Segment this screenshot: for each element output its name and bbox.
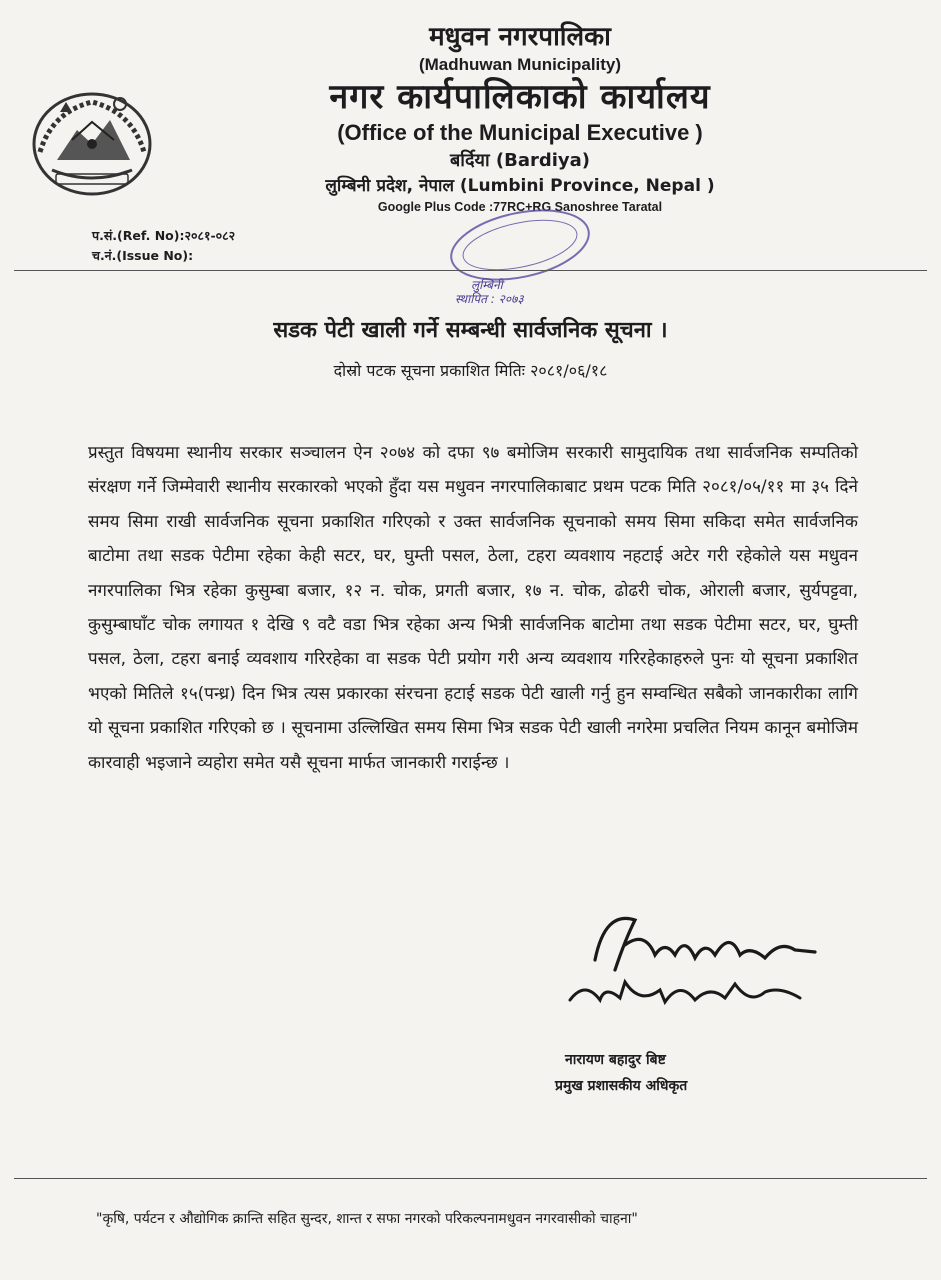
established-line-2: स्थापित : २०७३ (455, 292, 524, 306)
nepal-emblem-icon (22, 82, 162, 200)
municipality-name-en: (Madhuwan Municipality) (418, 55, 622, 74)
notice-subtitle: दोस्रो पटक सूचना प्रकाशित मितिः २०८१/०६/१८ (333, 361, 608, 380)
province-line: लुम्बिनी प्रदेश, नेपाल (Lumbini Province, Nepal ) (325, 176, 715, 196)
footer-divider (14, 1178, 927, 1179)
handwritten-signature (565, 900, 845, 1020)
notice-title: सडक पेटी खाली गर्ने सम्बन्धी सार्वजनिक सूचना । (273, 318, 668, 343)
plus-code-line: Google Plus Code :77RC+RG Sanoshree Taratal (377, 200, 663, 214)
signatory-title: प्रमुख प्रशासकीय अधिकृत (555, 1078, 688, 1094)
office-name-en: (Office of the Municipal Executive ) (337, 120, 703, 145)
municipality-name-np: मधुवन नगरपालिका (429, 22, 611, 52)
signatory-name: नारायण बहादुर बिष्ट (565, 1052, 666, 1068)
notice-body: प्रस्तुत विषयमा स्थानीय सरकार सञ्चालन ऐन २०७४ को दफा ९७ बमोजिम सरकारी सामुदायिक तथा सार्वजनिक सम्पतिको संरक्षण गर्ने जिम्मेवारी स्थानीय सरकारको भएको हुँदा यस मधुवन नगरपालिकाबाट प्रथम पटक मिति २०८१/०५/११ मा ३५ दिने समय सिमा राखी सार्वजनिक सूचना प्रकाशित गरिएको र उक्त सार्वजनिक सूचनाको समय सिमा सकिदा समेत सार्वजनिक बाटोमा तथा सडक पेटीमा रहेका केही सटर, घर, घुम्ती पसल, ठेला, टहरा व्यवशाय नहटाई अटेर गरी रहेकोले यस मधुवन नगरपालिका भित्र रहेका कुसुम्बा बजार, १२ न. चोक, प्रगती बजार, १७ न. चोक, ढोढरी चोक, ओराली बजार, सुर्यपट्टवा, कुसुम्बाघाँट चोक लगायत १ देखि ९ वटै वडा भित्र रहेका अन्य भित्री सार्वजनिक बाटोमा तथा सडक पेटीमा सटर, घर, घुम्ती पसल, ठेला, टहरा बनाई व्यवशाय गरिरहेका वा सडक पेटी प्रयोग गरी अन्य व्यवशाय गरिरहेकाहरुले पुनः यो सूचना प्रकाशित भएको मितिले १५(पन्ध्र) दिन भित्र त्यस प्रकारका संरचना हटाई सडक पेटी खाली गर्नु हुन सम्वन्धित सबैको जानकारीका लागि यो सूचना प्रकाशित गरिएको छ । सूचनामा उल्लिखित समय सिमा भित्र सडक पेटी खाली नगरेमा प्रचलित नियम कानून बमोजिम कारवाही भइजाने व्यहोरा समेत यसै सूचना मार्फत जानकारी गराईन्छ । (88, 443, 858, 773)
letterhead (170, 20, 870, 216)
issue-number: च.नं.(Issue No): (92, 248, 194, 263)
reference-block (92, 226, 235, 266)
established-line-1: लुम्बिनी (471, 278, 503, 292)
ref-number: प.सं.(Ref. No):२०८१-०८२ (92, 228, 236, 243)
district-line: बर्दिया (Bardiya) (450, 150, 590, 171)
established-stamp (455, 278, 524, 306)
footer-slogan: "कृषि, पर्यटन र औद्योगिक क्रान्ति सहित सुन्दर, शान्त र सफा नगरको परिकल्पनामधुवन नगरवासीको चाहना" (96, 1211, 638, 1227)
header-divider (14, 270, 927, 271)
office-name-np: नगर कार्यपालिकाको कार्यालय (329, 77, 711, 117)
